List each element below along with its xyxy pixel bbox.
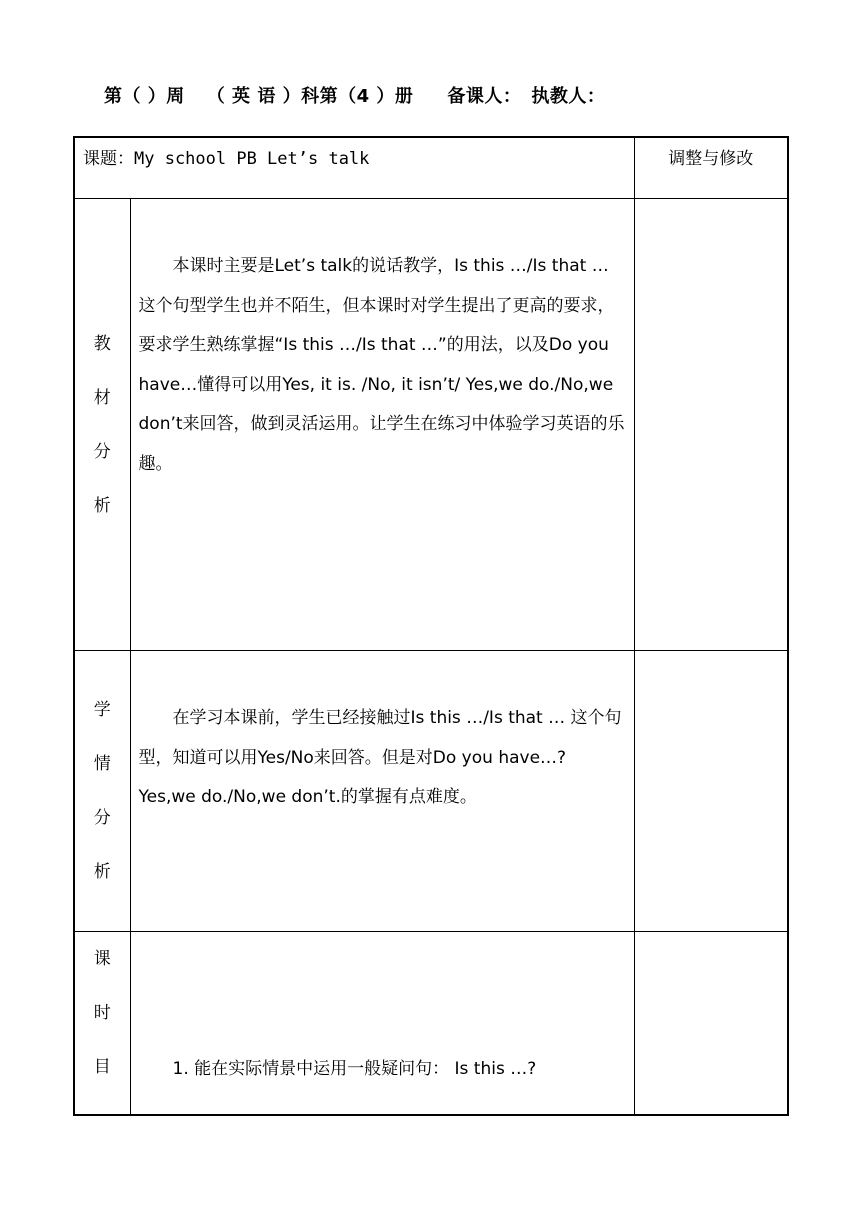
- section-text: 在学习本课前，学生已经接触过Is this …/Is that … 这个句型，知道可以用Yes/No来回答。但是对Do you have…? Yes,we do./No,we don’t.的掌握有点难度。: [138, 708, 622, 807]
- adjust-cell: [634, 199, 788, 651]
- label-char: 学: [93, 700, 111, 720]
- label-char: 析: [93, 495, 111, 516]
- label-char: 目: [93, 1057, 111, 1077]
- section-body-objectives: [130, 932, 634, 1115]
- topic-row: [74, 137, 788, 199]
- section-body-student-analysis: [130, 651, 634, 932]
- adjust-header: 调整与修改: [634, 137, 788, 199]
- label-char: 时: [93, 1003, 111, 1023]
- section-row-material-analysis: [74, 199, 788, 651]
- label-char: 教: [93, 333, 111, 354]
- teacher-field: 执教人：: [531, 86, 606, 107]
- week-field: 第（ ）周: [104, 86, 185, 107]
- label-char: 分: [93, 808, 111, 828]
- section-text: 1. 能在实际情景中运用一般疑问句： Is this …?: [172, 1059, 537, 1079]
- subject-field: （ 英 语 ）科第（4 ）册: [206, 86, 414, 107]
- section-row-student-analysis: [74, 651, 788, 932]
- label-char: 情: [93, 754, 111, 774]
- section-row-objectives: [74, 932, 788, 1115]
- section-label-material-analysis: [74, 199, 130, 651]
- topic-label: 课题：: [83, 149, 134, 169]
- section-label-objectives: [74, 932, 130, 1115]
- section-text: 本课时主要是Let’s talk的说话教学，Is this …/Is that … 这个句型学生也并不陌生，但本课时对学生提出了更高的要求，要求学生熟练掌握“Is this …/Is that …”的用法，以及Do you have…懂得可以用Yes, it is. /No, it isn’t/ Yes,we do./No,we don’t来回答，做到灵活运用。让学生在练习中体验学习英语的乐趣。: [138, 256, 625, 474]
- preparer-field: 备课人：: [447, 86, 522, 107]
- section-label-student-analysis: [74, 651, 130, 932]
- topic-value: My school PB Let’s talk: [134, 149, 370, 169]
- lesson-plan-table: [73, 136, 789, 1116]
- topic-cell: [74, 137, 634, 199]
- adjust-cell: [634, 932, 788, 1115]
- label-char: 分: [93, 441, 111, 462]
- page-header: [104, 82, 605, 108]
- section-body-material-analysis: [130, 199, 634, 651]
- adjust-cell: [634, 651, 788, 932]
- label-char: 课: [93, 949, 111, 969]
- label-char: 材: [93, 387, 111, 408]
- label-char: 析: [93, 862, 111, 882]
